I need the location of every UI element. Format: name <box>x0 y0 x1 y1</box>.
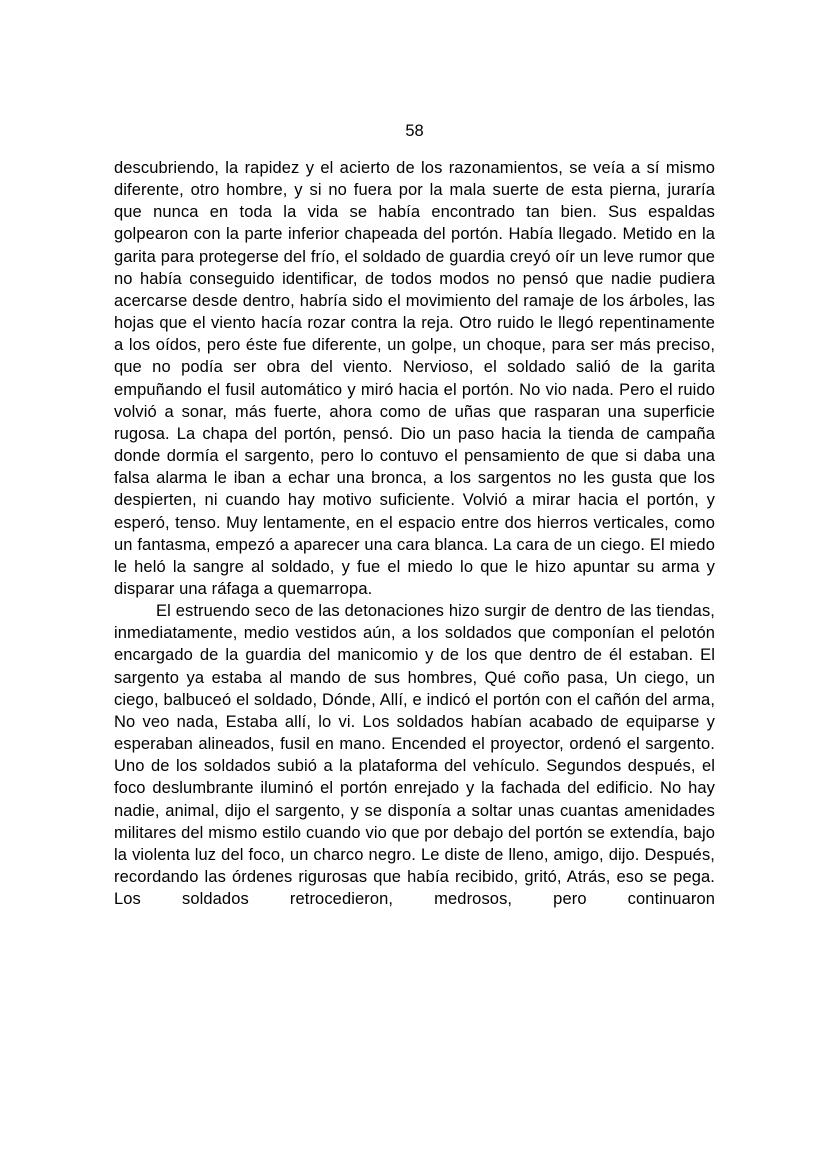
page-number: 58 <box>405 122 424 140</box>
paragraph: El estruendo seco de las detonaciones hizo surgir de dentro de las tiendas, inmediatamente, medio vestidos aún, a los soldados que componían el pelotón encargado de la guardia del manicomio y de los que dentro de él estaban. El sargento ya estaba al mando de sus hombres, Qué coño pasa, Un ciego, un ciego, balbuceó el soldado, Dónde, Allí, e indicó el portón con el cañón del arma, No veo nada, Estaba allí, lo vi. Los soldados habían acabado de equiparse y esperaban alineados, fusil en mano. Encended el proyector, ordenó el sargento. Uno de los soldados subió a la plataforma del vehículo. Segundos después, el foco deslumbrante iluminó el portón enrejado y la fachada del edificio. No hay nadie, animal, dijo el sargento, y se disponía a soltar unas cuantas amenidades militares del mismo estilo cuando vio que por debajo del portón se extendía, bajo la violenta luz del foco, un charco negro. Le diste de lleno, amigo, dijo. Después, recordando las órdenes rigurosas que había recibido, gritó, Atrás, eso se pega. Los soldados retrocedieron, medrosos, pero continuaron <box>114 602 715 909</box>
body-text <box>114 157 715 910</box>
paragraph: descubriendo, la rapidez y el acierto de los razonamientos, se veía a sí mismo diferente, otro hombre, y si no fuera por la mala suerte de esta pierna, juraría que nunca en toda la vida se había encontrado tan bien. Sus espaldas golpearon con la parte inferior chapeada del portón. Había llegado. Metido en la garita para protegerse del frío, el soldado de guardia creyó oír un leve rumor que no había conseguido identificar, de todos modos no pensó que nadie pudiera acercarse desde dentro, habría sido el movimiento del ramaje de los árboles, las hojas que el viento hacía rozar contra la reja. Otro ruido le llegó repentinamente a los oídos, pero éste fue diferente, un golpe, un choque, para ser más preciso, que no podía ser obra del viento. Nervioso, el soldado salió de la garita empuñando el fusil automático y miró hacia el portón. No vio nada. Pero el ruido volvió a sonar, más fuerte, ahora como de uñas que rasparan una superficie rugosa. La chapa del portón, pensó. Dio un paso hacia la tienda de campaña donde dormía el sargento, pero lo contuvo el pensamiento de que si daba una falsa alarma le iban a echar una bronca, a los sargentos no les gusta que los despierten, ni cuando hay motivo suficiente. Volvió a mirar hacia el portón, y esperó, tenso. Muy lentamente, en el espacio entre dos hierros verticales, como un fantasma, empezó a aparecer una cara blanca. La cara de un ciego. El miedo le heló la sangre al soldado, y fue el miedo lo que le hizo apuntar su arma y disparar una ráfaga a quemarropa. <box>114 159 715 598</box>
